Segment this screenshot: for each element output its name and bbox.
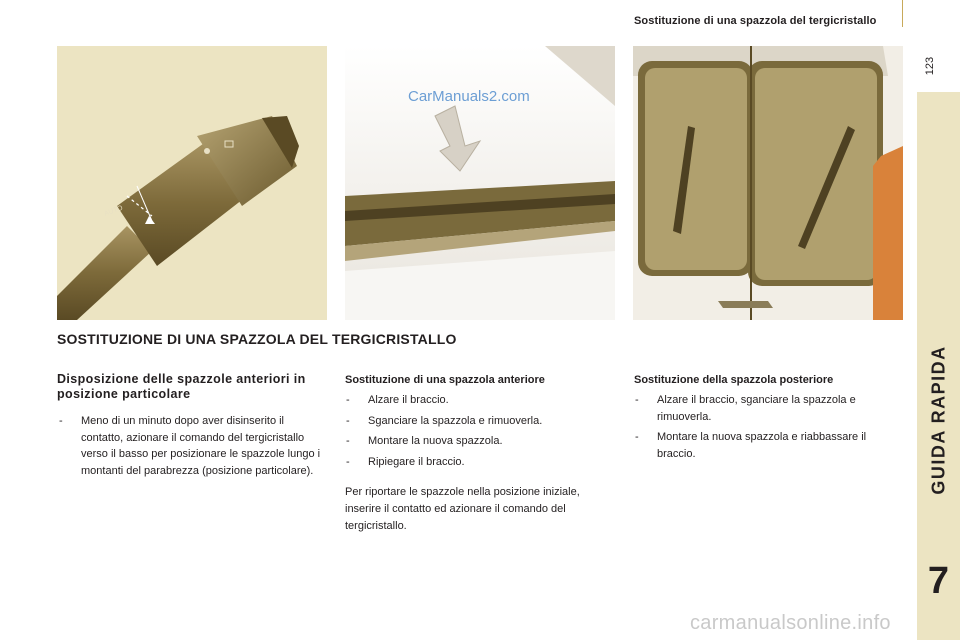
list-item: - Alzare il braccio, sganciare la spazzola e rimuoverla. — [634, 392, 902, 425]
column2-note: Per riportare le spazzole nella posizione iniziale, inserire il contatto ed azionare il comando del tergicristallo. — [345, 486, 580, 532]
list-item: - Montare la nuova spazzola. — [345, 433, 615, 450]
list-item: - Montare la nuova spazzola e riabbassare il braccio. — [634, 429, 902, 462]
list-item: - Sganciare la spazzola e rimuoverla. — [345, 413, 615, 430]
chapter-tab-label — [917, 270, 960, 570]
chapter-number: 7 — [927, 560, 950, 602]
page-number: 123 — [924, 56, 936, 76]
rear-wiper-illustration — [633, 46, 903, 320]
chapter-tab-text: GUIDA RAPIDA — [928, 345, 948, 495]
footer-watermark[interactable]: carmanualsonline.info — [690, 612, 891, 634]
list-item: - Ripiegare il braccio. — [345, 454, 615, 471]
column2-heading: Sostituzione di una spazzola anteriore — [345, 374, 545, 386]
column1-heading: Disposizione delle spazzole anteriori in posizione particolare — [57, 372, 306, 401]
column3-heading: Sostituzione della spazzola posteriore — [634, 374, 834, 386]
list-item: - Meno di un minuto dopo aver disinserito il contatto, azionare il comando del tergicristallo verso il basso per posizionare le spazzole lungo i montanti del parabrezza (posizione particolare). — [58, 413, 328, 479]
running-header: Sostituzione di una spazzola del tergicristallo — [634, 15, 877, 27]
wiper-stalk-illustration — [57, 46, 327, 320]
section-title: SOSTITUZIONE DI UNA SPAZZOLA DEL TERGICRISTALLO — [57, 331, 457, 347]
header-divider — [902, 0, 903, 27]
watermark-text: CarManuals2.com — [408, 88, 530, 105]
column2-list — [345, 392, 615, 474]
column3-list — [634, 392, 902, 466]
stalk-auto-marking: AUTO — [103, 204, 124, 218]
column1-list — [58, 413, 328, 479]
list-item: - Alzare il braccio. — [345, 392, 615, 409]
